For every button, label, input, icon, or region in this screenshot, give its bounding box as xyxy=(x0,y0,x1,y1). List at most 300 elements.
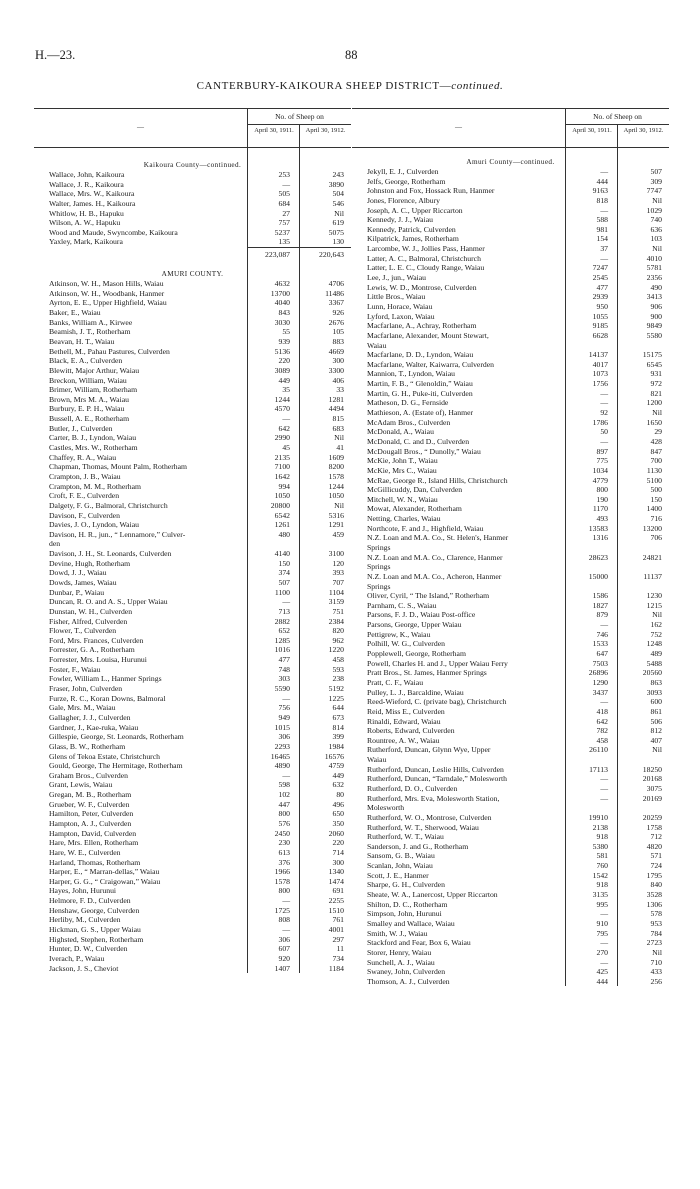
owner-name: N.Z. Loan and M.A. Co., Acheron, Hanmer xyxy=(367,571,502,581)
sheep-1912: 5075 xyxy=(328,227,344,237)
section-heading xyxy=(34,268,351,279)
sheep-1912: 931 xyxy=(650,369,662,379)
sheep-1912: 812 xyxy=(650,726,662,736)
owner-name: Larcombe, W. J., Jollies Pass, Hanmer xyxy=(367,244,485,254)
table-row xyxy=(352,196,669,206)
table-row xyxy=(352,408,669,418)
sheep-1911: — xyxy=(282,597,290,607)
sheep-1911: 3030 xyxy=(274,317,290,327)
sheep-1911: 1578 xyxy=(274,876,290,886)
sheep-1911: 190 xyxy=(596,494,608,504)
sheep-1912: 752 xyxy=(650,629,662,639)
table-row xyxy=(352,736,669,746)
sheep-1911: 1407 xyxy=(274,963,290,973)
sheep-1912: 20259 xyxy=(642,812,662,822)
table-row xyxy=(34,578,351,588)
table-row xyxy=(352,312,669,322)
sheep-1911: 713 xyxy=(278,606,290,616)
owner-name: Grueber, W. F., Culverden xyxy=(49,799,130,809)
owner-name: Polhill, W. G., Culverden xyxy=(367,639,445,649)
sheep-1912: 459 xyxy=(332,529,344,539)
sheep-1911: 1786 xyxy=(592,417,608,427)
table-row xyxy=(34,218,351,228)
sheep-1912: 926 xyxy=(332,308,344,318)
sheep-1912: 1248 xyxy=(646,639,662,649)
table-row xyxy=(352,919,669,929)
owner-name: Scanlan, John, Waiau xyxy=(367,861,433,871)
sheep-1912: 571 xyxy=(650,851,662,861)
sheep-1911: 154 xyxy=(596,234,608,244)
owner-name: Henshaw, George, Culverden xyxy=(49,905,140,915)
owner-name: Parnham, C. S., Waiau xyxy=(367,600,437,610)
owner-column-header: — xyxy=(455,123,462,131)
table-row xyxy=(34,337,351,347)
sheep-1911: 7503 xyxy=(592,658,608,668)
owner-name: McRae, George R., Island Hills, Christchurch xyxy=(367,475,508,485)
sheep-1912: 490 xyxy=(650,282,662,292)
owner-name: Rutherford, D. O., Culverden xyxy=(367,784,458,793)
sheep-1912: 1306 xyxy=(646,899,662,909)
sheep-1911: — xyxy=(282,179,290,189)
sheep-1912: 162 xyxy=(650,620,662,630)
sheep-1911 xyxy=(247,539,299,549)
sheep-1912: 4669 xyxy=(328,346,344,356)
sheep-1911: 5380 xyxy=(592,841,608,851)
owner-name: Wilson, A. W., Hapuku xyxy=(49,218,121,228)
sheep-1911 xyxy=(565,755,617,765)
table-row xyxy=(352,476,669,486)
sheep-1911: — xyxy=(600,388,608,398)
owner-name: Northcote, F. and J., Highfield, Waiau xyxy=(367,523,484,533)
table-row xyxy=(352,591,669,601)
table-row xyxy=(34,501,351,511)
sheep-1911: — xyxy=(600,398,608,408)
sheep-1912: 130 xyxy=(332,237,344,247)
col-1911-header: April 30, 1911. xyxy=(565,124,618,147)
table-row xyxy=(34,491,351,501)
table-row xyxy=(34,443,351,453)
table-row xyxy=(34,858,351,868)
owner-name: Sanderson, J. and G., Rotherham xyxy=(367,841,469,851)
sheep-1912 xyxy=(617,562,669,572)
table-row xyxy=(352,186,669,196)
sheep-1911: — xyxy=(600,697,608,707)
sheep-1911: 1015 xyxy=(274,722,290,732)
table-row xyxy=(34,189,351,199)
sheep-1912: 636 xyxy=(650,224,662,234)
owner-name: Oliver, Cyril, “ The Island,” Rotherham xyxy=(367,591,490,601)
sheep-1911: 995 xyxy=(596,899,608,909)
table-row xyxy=(352,254,669,264)
owner-name: Harland, Thomas, Rotherham xyxy=(49,857,141,867)
sheep-1911: 28623 xyxy=(588,552,608,562)
table-row xyxy=(34,626,351,636)
table-row xyxy=(352,206,669,216)
table-row xyxy=(34,462,351,472)
owner-name: Dunbar, P., Waiau xyxy=(49,587,105,597)
owner-name: Herliby, M., Culverden xyxy=(49,915,121,925)
sheep-1912: 220 xyxy=(332,838,344,848)
sheep-1912: 1215 xyxy=(646,600,662,610)
sheep-1912: 707 xyxy=(332,577,344,587)
sheep-1911: 642 xyxy=(596,716,608,726)
sheep-1911: 652 xyxy=(278,626,290,636)
owner-name: Crampton, M. M., Rotherham xyxy=(49,481,142,491)
table-row xyxy=(352,369,669,379)
sheep-1911: 1244 xyxy=(274,394,290,404)
sheep-1912: 3890 xyxy=(328,179,344,189)
table-row xyxy=(352,755,669,765)
sheep-1912: 2384 xyxy=(328,616,344,626)
table-row xyxy=(34,482,351,492)
sheep-1911: 760 xyxy=(596,861,608,871)
sheep-1911: 2882 xyxy=(274,616,290,626)
owner-name: Sansom, G. B., Waiau xyxy=(367,851,435,861)
total-row xyxy=(34,247,351,260)
sheep-1912: 103 xyxy=(650,234,662,244)
sheep-1912: 1230 xyxy=(646,591,662,601)
table-row xyxy=(352,389,669,399)
table-row xyxy=(352,533,669,543)
sheep-1911: 843 xyxy=(278,308,290,318)
owner-name: Chapman, Thomas, Mount Palm, Rotherham xyxy=(49,462,188,472)
table-row xyxy=(352,794,669,804)
table-row xyxy=(34,424,351,434)
table-row xyxy=(352,292,669,302)
owner-name: Little Bros., Waiau xyxy=(367,292,426,302)
table-row xyxy=(352,823,669,833)
right-rows xyxy=(352,148,669,986)
owner-name: Thomson, A. J., Culverden xyxy=(367,976,450,986)
sheep-1912: 496 xyxy=(332,799,344,809)
table-row xyxy=(352,302,669,312)
sheep-1912: 840 xyxy=(650,880,662,890)
sheep-1911: 9163 xyxy=(592,186,608,196)
sheep-1912 xyxy=(617,341,669,351)
owner-name: Rutherford, W. O., Montrose, Culverden xyxy=(367,812,492,822)
sheep-1912: 406 xyxy=(332,375,344,385)
sheep-1912 xyxy=(617,543,669,553)
sheep-1911: 5136 xyxy=(274,346,290,356)
sheep-1911: 55 xyxy=(282,327,290,337)
sheep-1911: 26110 xyxy=(589,745,608,755)
table-row xyxy=(352,707,669,717)
sheep-1912: 5100 xyxy=(646,475,662,485)
table-row xyxy=(34,385,351,395)
owner-name: Lee, J., jun., Waiau xyxy=(367,273,427,283)
sheep-1912: 1244 xyxy=(328,481,344,491)
sheep-1911: — xyxy=(282,414,290,424)
sheep-1912: 847 xyxy=(650,446,662,456)
table-row xyxy=(34,944,351,954)
sheep-1912: 393 xyxy=(332,568,344,578)
col-1912-header: April 30, 1912. xyxy=(617,124,669,147)
sheep-1911: — xyxy=(600,938,608,948)
table-row xyxy=(352,379,669,389)
table-row xyxy=(34,935,351,945)
sheep-1912: 4759 xyxy=(328,761,344,771)
table-row xyxy=(352,861,669,871)
sheep-1912: Nil xyxy=(652,244,662,254)
sheep-1912: 7747 xyxy=(646,186,662,196)
sheep-1911: 447 xyxy=(278,799,290,809)
sheep-1911: — xyxy=(600,957,608,967)
table-row xyxy=(352,880,669,890)
sheep-1911: 782 xyxy=(596,726,608,736)
sheep-1911: 775 xyxy=(596,456,608,466)
sheep-1912: 105 xyxy=(332,327,344,337)
owner-name: Reid, Miss E., Culverden xyxy=(367,706,445,716)
table-row xyxy=(352,958,669,968)
sheep-1911: 1533 xyxy=(592,639,608,649)
sheep-1912: 1400 xyxy=(646,504,662,514)
table-row xyxy=(34,549,351,559)
table-row xyxy=(34,404,351,414)
sheep-1912: 15175 xyxy=(642,350,662,360)
sheep-1911: 135 xyxy=(278,237,290,247)
sheep-1911: — xyxy=(600,774,608,784)
owner-name: Joseph, A. C., Upper Riccarton xyxy=(367,205,463,215)
sheep-1912: 11486 xyxy=(325,288,344,298)
owner-name: Castles, Mrs. W., Rotherham xyxy=(49,443,138,453)
table-row xyxy=(34,209,351,219)
table-row xyxy=(34,395,351,405)
table-row xyxy=(352,485,669,495)
owner-name: den xyxy=(49,539,61,549)
col-1911-header: April 30, 1911. xyxy=(247,124,300,147)
sheep-1912: 1578 xyxy=(328,471,344,481)
sheep-1911: 4779 xyxy=(592,475,608,485)
sheep-1911 xyxy=(565,341,617,351)
owner-name: Stackford and Fear, Box 6, Waiau xyxy=(367,938,471,948)
table-row xyxy=(352,524,669,534)
table-row xyxy=(352,504,669,514)
table-row xyxy=(352,620,669,630)
owner-name: Dowds, James, Waiau xyxy=(49,577,117,587)
sheep-1912: Nil xyxy=(334,433,344,443)
sheep-1911: 1285 xyxy=(274,635,290,645)
sheep-1911: 376 xyxy=(278,857,290,867)
owner-name: Macfarlane, D. D., Lyndon, Waiau xyxy=(367,350,474,360)
owner-name: Iverach, P., Waiau xyxy=(49,953,105,963)
owner-name: Molesworth xyxy=(367,803,405,813)
sheep-1911: 4040 xyxy=(274,298,290,308)
right-column-header xyxy=(352,108,669,148)
sheep-1912: 600 xyxy=(650,697,662,707)
sheep-1912: 33 xyxy=(336,385,344,395)
sheep-1912: 863 xyxy=(650,677,662,687)
owner-name: Grant, Lewis, Waiau xyxy=(49,780,113,790)
sheep-1912: 1281 xyxy=(328,394,344,404)
sheep-1911: 1034 xyxy=(592,465,608,475)
table-row xyxy=(352,871,669,881)
sheep-1912: 5488 xyxy=(646,658,662,668)
table-row xyxy=(352,562,669,572)
sheep-1911: 20800 xyxy=(270,500,290,510)
sheep-1911: 477 xyxy=(278,655,290,665)
sheep-1911: 374 xyxy=(278,568,290,578)
sheep-1912: 784 xyxy=(650,928,662,938)
table-row xyxy=(352,900,669,910)
owner-name: Springs xyxy=(367,581,391,591)
sheep-1911: 14137 xyxy=(588,350,608,360)
owner-name: Breckon, William, Waiau xyxy=(49,375,127,385)
owner-name: McAdam Bros., Culverden xyxy=(367,417,451,427)
sheep-1912: 256 xyxy=(650,976,662,986)
owner-name: Popplewell, George, Rotherham xyxy=(367,649,466,659)
owner-name: Springs xyxy=(367,542,391,552)
sheep-1912: 3093 xyxy=(646,687,662,697)
sheep-1912: 9849 xyxy=(646,321,662,331)
table-row xyxy=(34,674,351,684)
owner-name: Mannion, T., Lyndon, Waiau xyxy=(367,369,455,379)
table-row xyxy=(352,273,669,283)
right-table xyxy=(352,108,669,986)
table-row xyxy=(352,466,669,476)
table-row xyxy=(34,761,351,771)
table-row xyxy=(34,597,351,607)
sheep-1911: 1642 xyxy=(274,471,290,481)
owner-name: Bethell, M., Pahau Pastures, Culverden xyxy=(49,346,170,356)
owner-name: Hampton, A. J., Culverden xyxy=(49,819,132,828)
sheep-1911: 647 xyxy=(596,649,608,659)
sheep-1912: Nil xyxy=(334,208,344,218)
sheep-1911: 306 xyxy=(278,732,290,742)
sheep-1912: 24821 xyxy=(642,552,662,562)
owner-name: Gould, George, The Hermitage, Rotherham xyxy=(49,761,183,771)
owner-name: Parsons, George, Upper Waiau xyxy=(367,620,462,630)
table-row xyxy=(352,167,669,177)
table-row xyxy=(352,283,669,293)
sheep-1911: — xyxy=(600,909,608,919)
sheep-1911: 1170 xyxy=(592,504,608,514)
sheep-1911: 1966 xyxy=(274,867,290,877)
table-row xyxy=(352,601,669,611)
table-row xyxy=(34,511,351,521)
sheep-1911: 418 xyxy=(596,706,608,716)
owner-name: Lunn, Horace, Waiau xyxy=(367,301,433,311)
owner-name: Black, E. A., Culverden xyxy=(49,356,123,366)
owner-name: Harper, E., “ Marran-dellas,” Waiau xyxy=(49,867,160,877)
table-row xyxy=(34,453,351,463)
sheep-1911: 270 xyxy=(596,947,608,957)
owner-name: Hunter, D. W., Culverden xyxy=(49,944,128,954)
table-row xyxy=(34,414,351,424)
owner-name: Pettigrew, K., Waiau xyxy=(367,629,431,639)
owner-name: Scott, J. E., Hanmer xyxy=(367,870,429,880)
sheep-1912 xyxy=(299,539,351,549)
sheep-1912: Nil xyxy=(334,500,344,510)
section-heading-label: Amuri County—continued. xyxy=(466,158,555,166)
table-row xyxy=(34,308,351,318)
owner-name: Reed-Wieford, C. (private bag), Christchurch xyxy=(367,697,507,707)
sheep-1911: 507 xyxy=(278,577,290,587)
left-rows xyxy=(34,148,351,973)
sheep-1911: 808 xyxy=(278,915,290,925)
sheep-1911: 2450 xyxy=(274,828,290,838)
sheep-1912: 3100 xyxy=(328,549,344,559)
table-row xyxy=(352,582,669,592)
owner-name: McDougall Bros., “ Dunolly,” Waiau xyxy=(367,446,481,456)
sheep-1911: 1073 xyxy=(592,369,608,379)
sheep-1912: 900 xyxy=(650,311,662,321)
table-row xyxy=(352,697,669,707)
sheep-1911: 795 xyxy=(596,928,608,938)
owner-name: Shilton, D. C., Rotherham xyxy=(367,899,448,909)
sheep-1911: 588 xyxy=(596,215,608,225)
table-row xyxy=(34,539,351,549)
section-heading-label: AMURI COUNTY. xyxy=(161,270,224,279)
owner-name: Rinaldi, Edward, Waiau xyxy=(367,716,441,726)
sheep-1912: 300 xyxy=(332,857,344,867)
table-row xyxy=(34,964,351,974)
owner-name: Dowd, J. J., Waiau xyxy=(49,568,107,578)
owner-name: Powell, Charles H. and J., Upper Waiau Ferry xyxy=(367,658,508,668)
left-table xyxy=(34,108,351,973)
sheep-1911: 493 xyxy=(596,514,608,524)
left-column-header xyxy=(34,108,351,148)
owner-name: Smith, W. J., Waiau xyxy=(367,928,428,938)
sheep-1911: 4017 xyxy=(592,359,608,369)
owner-name: Kilpatrick, James, Rotherham xyxy=(367,234,459,244)
sheep-1912: 712 xyxy=(650,832,662,842)
sheep-1912: 710 xyxy=(650,957,662,967)
table-row xyxy=(34,318,351,328)
sheep-1912: 1795 xyxy=(646,870,662,880)
table-row xyxy=(352,842,669,852)
sheep-1911: 480 xyxy=(278,529,290,539)
sheep-1912: 4010 xyxy=(646,253,662,263)
sheep-1911: 7247 xyxy=(592,263,608,273)
sheep-1912: 458 xyxy=(332,655,344,665)
sheep-1912: 1225 xyxy=(328,693,344,703)
sheep-1911: 45 xyxy=(282,443,290,453)
table-row xyxy=(34,636,351,646)
sheep-1912: 3367 xyxy=(328,298,344,308)
table-row xyxy=(352,341,669,351)
sheep-1912: 3075 xyxy=(646,784,662,793)
sheep-1912: 751 xyxy=(332,606,344,616)
table-row xyxy=(34,520,351,530)
sheep-1911: 607 xyxy=(278,944,290,954)
table-row xyxy=(34,298,351,308)
owner-name: Smalley and Wallace, Waiau xyxy=(367,918,455,928)
sheep-1911: 800 xyxy=(596,485,608,495)
table-row xyxy=(352,649,669,659)
sheep-1911: 505 xyxy=(278,189,290,199)
sheep-1911: 4140 xyxy=(274,549,290,559)
owner-name: Carter, B. J., Lyndon, Waiau xyxy=(49,433,137,443)
owner-name: McDonald, A., Waiau xyxy=(367,427,434,437)
table-row xyxy=(352,514,669,524)
table-row xyxy=(352,678,669,688)
table-row xyxy=(34,694,351,704)
owner-name: Lewis, W. D., Montrose, Culverden xyxy=(367,282,477,292)
table-row xyxy=(34,906,351,916)
sheep-1911: 1586 xyxy=(592,591,608,601)
sheep-1911: 1827 xyxy=(592,600,608,610)
sheep-1911: 2939 xyxy=(592,292,608,302)
sheep-1911: 4632 xyxy=(274,279,290,289)
sheep-1911: 5237 xyxy=(274,227,290,237)
table-row xyxy=(34,867,351,877)
owner-name: Yaxley, Mark, Kaikoura xyxy=(49,237,123,247)
sheep-1911: 1055 xyxy=(592,311,608,321)
owner-name: Simpson, John, Hurunui xyxy=(367,909,442,919)
sheep-1912: 734 xyxy=(332,953,344,963)
sheep-1912: 3159 xyxy=(328,597,344,607)
sheep-1912: 546 xyxy=(332,198,344,208)
